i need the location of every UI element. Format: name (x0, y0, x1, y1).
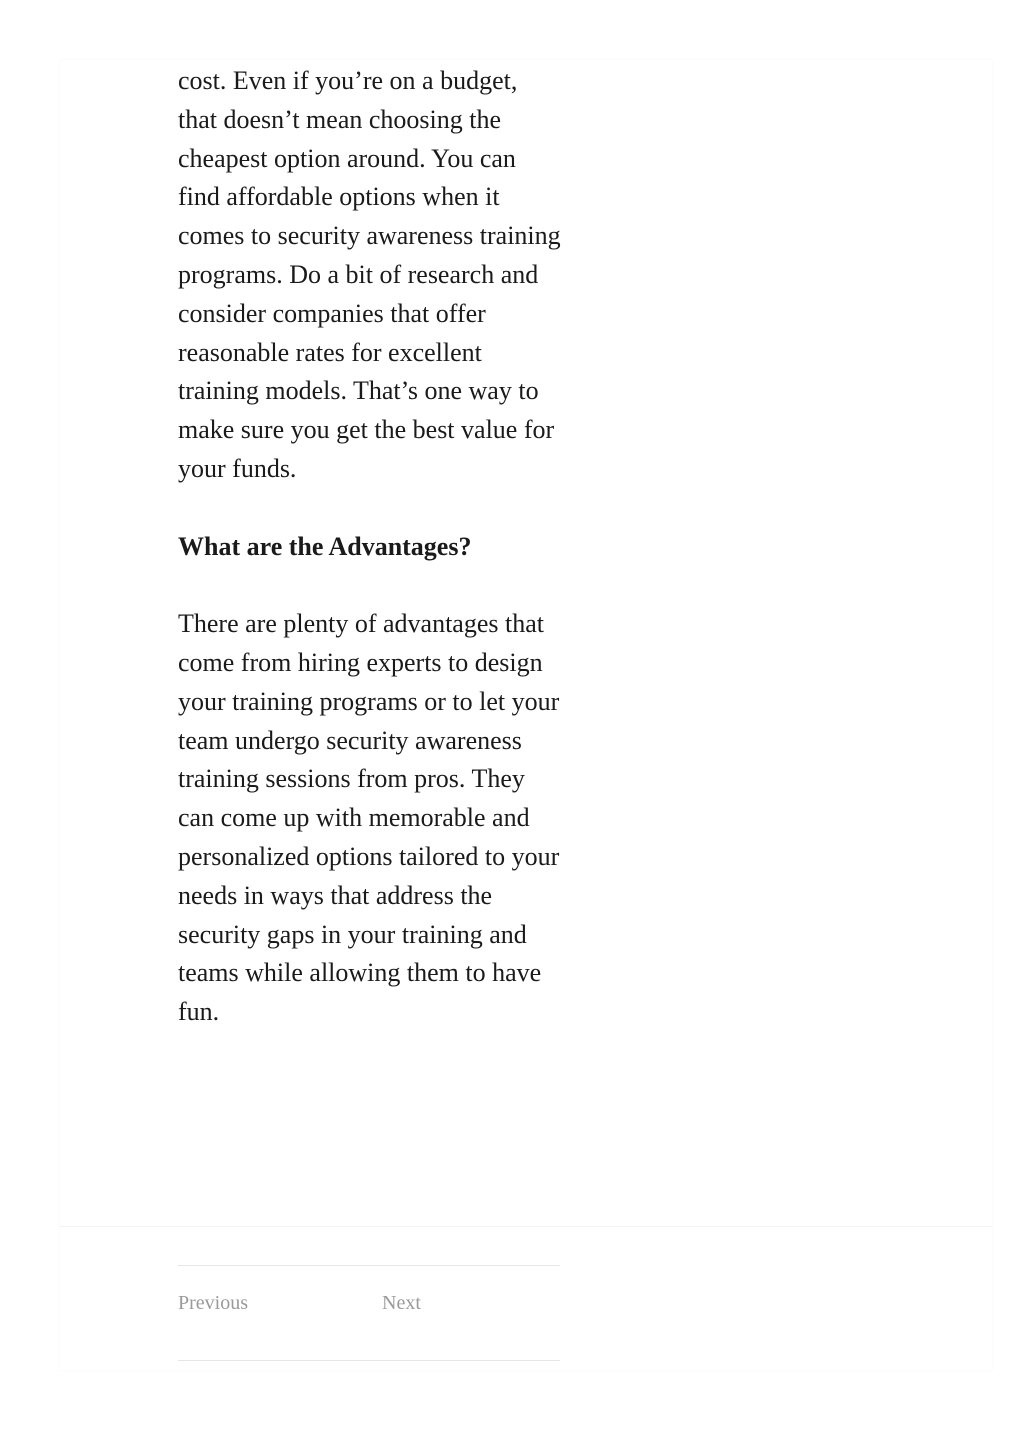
article-paragraph: There are plenty of advantages that come from hiring experts to design your training programs or to let your team undergo security awareness training sessions from pros. They can come up with memorable and personalized options tailored to your needs in ways that address the security gaps in your training and teams while allowing them to have fun. (178, 609, 560, 1027)
article-paragraph: cost. Even if you’re on a budget, that doesn’t mean choosing the cheapest option around. You can find affordable options when it comes to security awareness training programs. Do a bit of research and consider companies that offer reasonable rates for excellent training models. That’s one way to make sure you get the best value for your funds. (178, 66, 561, 483)
next-post-link[interactable]: Next (382, 1292, 421, 1314)
article-body (178, 62, 562, 1032)
previous-post-link[interactable]: Previous (178, 1292, 248, 1314)
section-heading: What are the Advantages? (178, 531, 472, 561)
post-navigation (178, 1265, 560, 1361)
section-divider (60, 1226, 992, 1227)
